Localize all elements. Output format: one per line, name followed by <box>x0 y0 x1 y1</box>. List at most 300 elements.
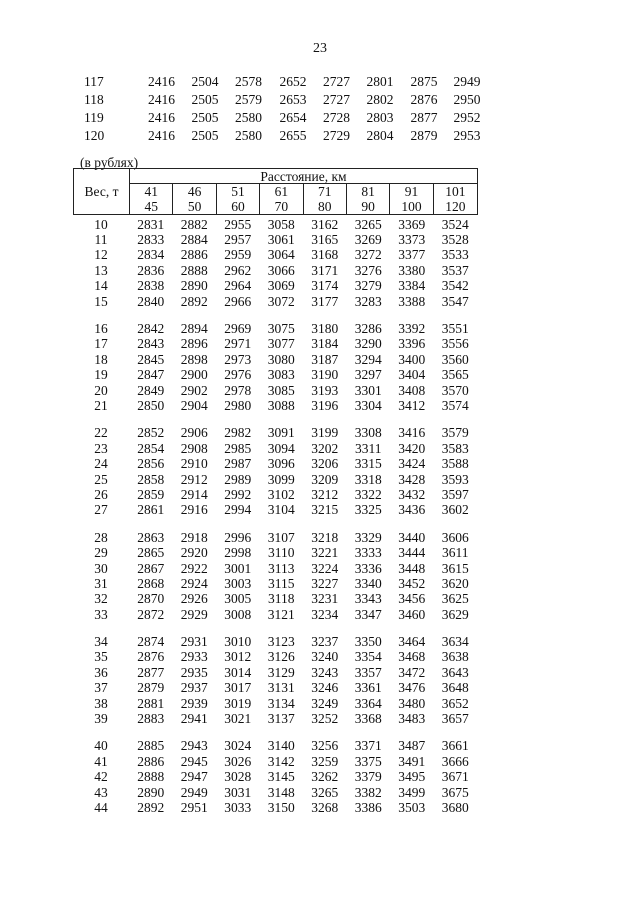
value-cell: 3382 <box>354 784 382 800</box>
value-cell: 3491 <box>398 753 426 769</box>
value-cell: 2580 <box>235 110 262 125</box>
row-group <box>73 321 493 413</box>
value-cell: 2924 <box>180 575 208 591</box>
range-from: 71 <box>317 184 332 199</box>
table-row <box>73 487 493 502</box>
value-cell: 3064 <box>267 247 295 263</box>
weight-cell: 24 <box>94 456 108 472</box>
value-cell: 2910 <box>180 456 208 472</box>
value-cell: 3392 <box>398 321 426 337</box>
value-cell: 3661 <box>441 738 469 754</box>
table-row <box>73 770 493 785</box>
value-cell: 3123 <box>267 634 295 650</box>
range-to: 50 <box>187 199 202 214</box>
value-cell: 2579 <box>235 92 262 107</box>
table-row <box>73 321 493 336</box>
value-cell: 3297 <box>354 367 382 383</box>
value-cell: 2908 <box>180 440 208 456</box>
value-cell: 3088 <box>267 398 295 413</box>
value-cell: 3350 <box>354 634 382 650</box>
value-cell: 3424 <box>398 456 426 472</box>
weight-cell: 38 <box>94 695 108 711</box>
value-cell: 3420 <box>398 440 426 456</box>
value-cell: 3012 <box>224 649 252 665</box>
weight-cell: 18 <box>94 351 108 367</box>
value-cell: 3259 <box>311 753 339 769</box>
value-cell: 3265 <box>354 216 382 232</box>
value-cell: 2888 <box>180 262 208 278</box>
value-cell: 2976 <box>224 367 252 383</box>
value-cell: 2939 <box>180 695 208 711</box>
weight-column-header: Вес, т <box>74 169 130 214</box>
row-group <box>73 739 493 816</box>
value-cell: 3625 <box>441 591 469 607</box>
value-cell: 3150 <box>267 799 295 815</box>
value-cell: 3495 <box>398 769 426 785</box>
value-cell: 2973 <box>224 351 252 367</box>
range-from: 91 <box>404 184 419 199</box>
table-row <box>73 665 493 680</box>
table-row <box>73 754 493 769</box>
value-cell: 3472 <box>398 664 426 680</box>
value-cell: 3643 <box>441 664 469 680</box>
range-to: 120 <box>445 199 466 214</box>
value-cell: 3565 <box>441 367 469 383</box>
value-cell: 3611 <box>442 545 469 561</box>
value-cell: 3428 <box>398 471 426 487</box>
value-cell: 3168 <box>311 247 339 263</box>
value-cell: 3483 <box>398 711 426 727</box>
value-cell: 3221 <box>311 545 339 561</box>
weight-cell: 31 <box>94 575 108 591</box>
value-cell: 2727 <box>323 92 350 107</box>
value-cell: 2945 <box>180 753 208 769</box>
value-cell: 3115 <box>268 575 295 591</box>
value-cell: 2881 <box>137 695 165 711</box>
value-cell: 2929 <box>180 606 208 622</box>
value-cell: 2505 <box>191 92 219 107</box>
distance-header: Расстояние, км <box>130 169 477 184</box>
value-cell: 3588 <box>441 456 469 472</box>
value-cell: 2892 <box>180 293 208 309</box>
value-cell: 3080 <box>267 351 295 367</box>
unit-label: (в рублях) <box>80 155 139 170</box>
table-row <box>73 337 493 352</box>
distance-range <box>347 184 390 214</box>
value-cell: 3102 <box>267 486 295 502</box>
value-cell: 2845 <box>137 351 165 367</box>
value-cell: 3620 <box>441 575 469 591</box>
value-cell: 3556 <box>441 336 469 352</box>
value-cell: 2867 <box>137 560 165 576</box>
value-cell: 2729 <box>323 128 350 143</box>
value-cell: 3412 <box>398 398 426 413</box>
range-to: 70 <box>274 199 289 214</box>
value-cell: 3206 <box>311 456 339 472</box>
value-cell: 3373 <box>398 232 426 248</box>
value-cell: 2416 <box>148 128 175 143</box>
distance-range <box>260 184 303 214</box>
value-cell: 3671 <box>441 769 469 785</box>
value-cell: 3404 <box>398 367 426 383</box>
value-cell: 2875 <box>410 74 438 89</box>
value-cell: 3333 <box>354 545 382 561</box>
weight-cell: 118 <box>84 92 104 107</box>
table-row <box>73 294 493 309</box>
distance-range <box>304 184 347 214</box>
value-cell: 3388 <box>398 293 426 309</box>
weight-cell: 39 <box>94 711 108 727</box>
value-cell: 2931 <box>180 634 208 650</box>
value-cell: 3329 <box>354 529 382 545</box>
value-cell: 3448 <box>398 560 426 576</box>
value-cell: 3680 <box>441 799 469 815</box>
value-cell: 3675 <box>441 784 469 800</box>
value-cell: 3240 <box>311 649 339 665</box>
value-cell: 3268 <box>311 799 339 815</box>
value-cell: 2900 <box>180 367 208 383</box>
value-cell: 3212 <box>311 486 339 502</box>
table-row <box>73 739 493 754</box>
value-cell: 2914 <box>180 486 208 502</box>
value-cell: 2955 <box>224 216 252 232</box>
value-cell: 2957 <box>224 232 252 248</box>
value-cell: 3196 <box>311 398 339 413</box>
weight-cell: 32 <box>94 591 108 607</box>
value-cell: 2884 <box>180 232 208 248</box>
value-cell: 2859 <box>137 486 165 502</box>
value-cell: 3001 <box>224 560 252 576</box>
value-cell: 3290 <box>354 336 382 352</box>
weight-cell: 37 <box>94 680 108 696</box>
value-cell: 2876 <box>137 649 165 665</box>
value-cell: 2943 <box>180 738 208 754</box>
value-cell: 3357 <box>354 664 382 680</box>
value-cell: 2654 <box>279 110 307 125</box>
value-cell: 3072 <box>267 293 295 309</box>
value-cell: 2933 <box>180 649 208 665</box>
value-cell: 3416 <box>398 425 426 441</box>
table-row <box>73 696 493 711</box>
value-cell: 2655 <box>279 128 307 143</box>
value-cell: 3187 <box>311 351 339 367</box>
value-cell: 2892 <box>137 799 165 815</box>
weight-cell: 23 <box>94 440 108 456</box>
table-row <box>73 650 493 665</box>
value-cell: 3440 <box>398 529 426 545</box>
weight-cell: 14 <box>94 278 108 294</box>
value-cell: 2802 <box>366 92 394 107</box>
weight-cell: 42 <box>94 769 108 785</box>
value-cell: 3121 <box>267 606 295 622</box>
value-cell: 3215 <box>311 502 339 518</box>
value-cell: 2831 <box>137 216 165 232</box>
value-cell: 2836 <box>137 262 165 278</box>
distance-range <box>173 184 216 214</box>
table-row <box>73 426 493 441</box>
value-cell: 3243 <box>311 664 339 680</box>
value-cell: 2505 <box>191 110 219 125</box>
value-cell: 2994 <box>224 502 252 518</box>
value-cell: 2847 <box>137 367 165 383</box>
weight-cell: 10 <box>94 216 108 232</box>
value-cell: 3371 <box>354 738 382 754</box>
value-cell: 2888 <box>137 769 165 785</box>
value-cell: 3075 <box>267 321 295 337</box>
value-cell: 3336 <box>354 560 382 576</box>
value-cell: 3354 <box>354 649 382 665</box>
value-cell: 3107 <box>267 529 295 545</box>
value-cell: 2985 <box>224 440 252 456</box>
value-cell: 3283 <box>354 293 382 309</box>
value-cell: 2962 <box>224 262 252 278</box>
value-cell: 2877 <box>410 110 438 125</box>
weight-cell: 21 <box>94 398 108 413</box>
value-cell: 3104 <box>267 502 295 518</box>
range-from: 101 <box>445 184 466 199</box>
value-cell: 3234 <box>311 606 339 622</box>
value-cell: 2989 <box>224 471 252 487</box>
table-row <box>73 634 493 649</box>
value-cell: 3083 <box>267 367 295 383</box>
value-cell: 3593 <box>441 471 469 487</box>
value-cell: 2879 <box>137 680 165 696</box>
weight-cell: 43 <box>94 784 108 800</box>
weight-cell: 35 <box>94 649 108 665</box>
weight-cell: 19 <box>94 367 108 383</box>
value-cell: 2971 <box>224 336 252 352</box>
value-cell: 3142 <box>267 753 295 769</box>
value-cell: 3364 <box>354 695 382 711</box>
table-row <box>73 503 493 518</box>
value-cell: 3499 <box>398 784 426 800</box>
range-to: 60 <box>231 199 245 214</box>
value-cell: 3400 <box>398 351 426 367</box>
table-row <box>73 576 493 591</box>
range-from: 51 <box>231 184 245 199</box>
value-cell: 3099 <box>267 471 295 487</box>
weight-cell: 36 <box>94 664 108 680</box>
value-cell: 2850 <box>137 398 165 413</box>
value-cell: 2894 <box>180 321 208 337</box>
value-cell: 3648 <box>441 680 469 696</box>
table-row <box>73 545 493 560</box>
value-cell: 2982 <box>224 425 252 441</box>
value-cell: 3199 <box>311 425 339 441</box>
value-cell: 3377 <box>398 247 426 263</box>
value-cell: 2849 <box>137 382 165 398</box>
value-cell: 3005 <box>224 591 252 607</box>
value-cell: 3118 <box>268 591 295 607</box>
value-cell: 3318 <box>354 471 382 487</box>
distance-range <box>390 184 433 214</box>
value-cell: 2949 <box>180 784 208 800</box>
value-cell: 2920 <box>180 545 208 561</box>
value-cell: 2852 <box>137 425 165 441</box>
value-cell: 3432 <box>398 486 426 502</box>
value-cell: 3227 <box>311 575 339 591</box>
value-cell: 2861 <box>137 502 165 518</box>
value-cell: 3231 <box>311 591 339 607</box>
value-cell: 2652 <box>279 74 307 89</box>
distance-range <box>434 184 477 214</box>
row-group <box>73 426 493 518</box>
value-cell: 3322 <box>354 486 382 502</box>
value-cell: 3021 <box>224 711 252 727</box>
weight-cell: 41 <box>94 753 108 769</box>
value-cell: 2843 <box>137 336 165 352</box>
value-cell: 3286 <box>354 321 382 337</box>
value-cell: 2966 <box>224 293 252 309</box>
value-cell: 2935 <box>180 664 208 680</box>
value-cell: 2906 <box>180 425 208 441</box>
value-cell: 2504 <box>191 74 219 89</box>
value-cell: 3224 <box>311 560 339 576</box>
value-cell: 3542 <box>441 278 469 294</box>
value-cell: 3657 <box>441 711 469 727</box>
value-cell: 3380 <box>398 262 426 278</box>
value-cell: 3361 <box>354 680 382 696</box>
value-cell: 3024 <box>224 738 252 754</box>
value-cell: 2886 <box>180 247 208 263</box>
value-cell: 2902 <box>180 382 208 398</box>
value-cell: 3134 <box>267 695 295 711</box>
value-cell: 3464 <box>398 634 426 650</box>
value-cell: 3602 <box>441 502 469 518</box>
table-row <box>73 530 493 545</box>
value-cell: 2885 <box>137 738 165 754</box>
value-cell: 2918 <box>180 529 208 545</box>
value-cell: 3369 <box>398 216 426 232</box>
value-cell: 2580 <box>235 128 262 143</box>
value-cell: 3444 <box>398 545 426 561</box>
table-row <box>73 711 493 726</box>
range-to: 90 <box>361 199 375 214</box>
weight-cell: 12 <box>94 247 108 263</box>
value-cell: 3583 <box>441 440 469 456</box>
value-cell: 3487 <box>398 738 426 754</box>
value-cell: 3066 <box>267 262 295 278</box>
value-cell: 3629 <box>441 606 469 622</box>
value-cell: 2872 <box>137 606 165 622</box>
value-cell: 3308 <box>354 425 382 441</box>
table-row <box>73 607 493 622</box>
value-cell: 2727 <box>323 74 350 89</box>
table-row <box>73 263 493 278</box>
value-cell: 3028 <box>224 769 252 785</box>
value-cell: 3145 <box>267 769 295 785</box>
value-cell: 2801 <box>366 74 394 89</box>
value-cell: 3386 <box>354 799 382 815</box>
table-row <box>73 592 493 607</box>
value-cell: 2890 <box>180 278 208 294</box>
value-cell: 3537 <box>441 262 469 278</box>
page-number: 23 <box>313 41 327 56</box>
value-cell: 3262 <box>311 769 339 785</box>
weight-cell: 44 <box>94 799 108 815</box>
value-cell: 2952 <box>453 110 481 125</box>
value-cell: 3218 <box>311 529 339 545</box>
value-cell: 3294 <box>354 351 382 367</box>
value-cell: 3436 <box>398 502 426 518</box>
value-cell: 3202 <box>311 440 339 456</box>
value-cell: 3137 <box>267 711 295 727</box>
value-cell: 2856 <box>137 456 165 472</box>
value-cell: 3666 <box>441 753 469 769</box>
value-cell: 2904 <box>180 398 208 413</box>
table-row <box>73 800 493 815</box>
value-cell: 3061 <box>267 232 295 248</box>
value-cell: 3131 <box>267 680 295 696</box>
value-cell: 3091 <box>267 425 295 441</box>
value-cell: 3085 <box>267 382 295 398</box>
value-cell: 3570 <box>441 382 469 398</box>
weight-cell: 26 <box>94 486 108 502</box>
value-cell: 3533 <box>441 247 469 263</box>
value-cell: 2416 <box>148 92 175 107</box>
value-cell: 3547 <box>441 293 469 309</box>
value-cell: 3246 <box>311 680 339 696</box>
value-cell: 2912 <box>180 471 208 487</box>
value-cell: 3456 <box>398 591 426 607</box>
value-cell: 3606 <box>441 529 469 545</box>
value-cell: 3384 <box>398 278 426 294</box>
tariff-table-body <box>73 217 493 828</box>
value-cell: 3340 <box>354 575 382 591</box>
table-row <box>73 472 493 487</box>
value-cell: 2886 <box>137 753 165 769</box>
value-cell: 3315 <box>354 456 382 472</box>
value-cell: 3276 <box>354 262 382 278</box>
value-cell: 2416 <box>148 74 175 89</box>
value-cell: 3113 <box>268 560 295 576</box>
value-cell: 2947 <box>180 769 208 785</box>
value-cell: 3162 <box>311 216 339 232</box>
value-cell: 3256 <box>311 738 339 754</box>
value-cell: 3190 <box>311 367 339 383</box>
weight-cell: 40 <box>94 738 108 754</box>
table-row <box>73 217 493 232</box>
weight-cell: 15 <box>94 293 108 309</box>
row-group <box>73 634 493 726</box>
weight-cell: 29 <box>94 545 108 561</box>
value-cell: 3368 <box>354 711 382 727</box>
value-cell: 2879 <box>410 128 438 143</box>
value-cell: 3375 <box>354 753 382 769</box>
value-cell: 3343 <box>354 591 382 607</box>
value-cell: 3237 <box>311 634 339 650</box>
value-cell: 2863 <box>137 529 165 545</box>
value-cell: 2951 <box>180 799 208 815</box>
value-cell: 3528 <box>441 232 469 248</box>
value-cell: 3634 <box>441 634 469 650</box>
value-cell: 3184 <box>311 336 339 352</box>
value-cell: 2978 <box>224 382 252 398</box>
weight-cell: 27 <box>94 502 108 518</box>
range-from: 41 <box>144 184 158 199</box>
weight-cell: 34 <box>94 634 108 650</box>
value-cell: 2838 <box>137 278 165 294</box>
table-row <box>84 91 488 109</box>
value-cell: 3110 <box>268 545 295 561</box>
value-cell: 3379 <box>354 769 382 785</box>
table-row <box>73 383 493 398</box>
value-cell: 3560 <box>441 351 469 367</box>
value-cell: 2877 <box>137 664 165 680</box>
value-cell: 2833 <box>137 232 165 248</box>
value-cell: 2578 <box>235 74 262 89</box>
value-cell: 2998 <box>224 545 252 561</box>
